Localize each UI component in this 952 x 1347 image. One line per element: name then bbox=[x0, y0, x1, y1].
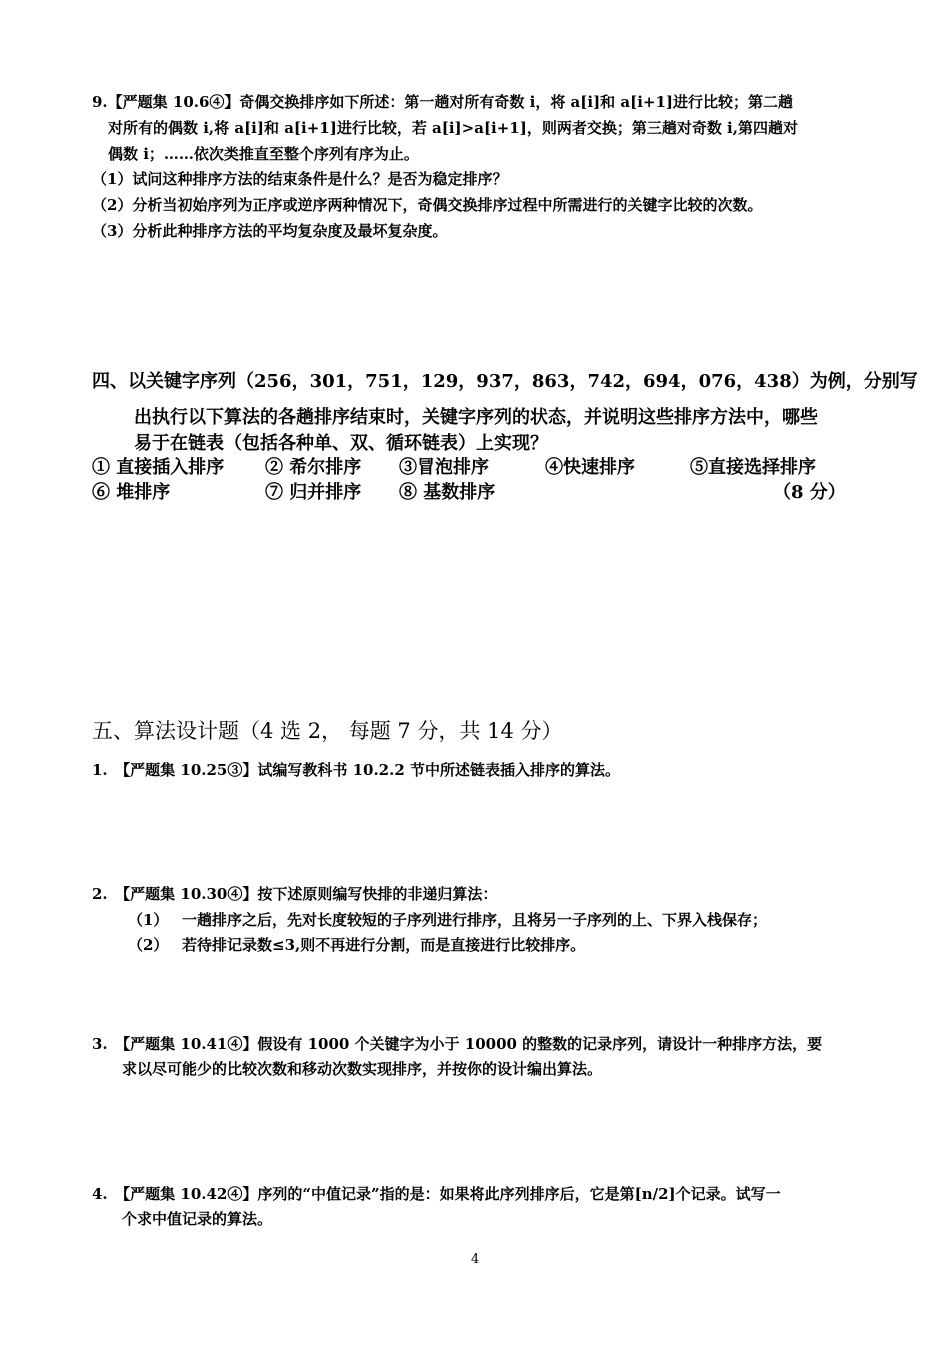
method-2: ② 希尔排序 bbox=[265, 457, 362, 478]
method-4: ④快速排序 bbox=[545, 457, 635, 478]
algo-q3-line-1: 3. 【严题集 10.41④】假设有 1000 个关键字为小于 10000 的整数的记录序列，请设计一种排序方法，要 bbox=[92, 1035, 823, 1053]
method-7: ⑦ 归并排序 bbox=[265, 482, 362, 503]
q9-line-2: 对所有的偶数 i,将 a[i]和 a[i+1]进行比较，若 a[i]>a[i+1]，则两者交换；第三趟对奇数 i,第四趟对 bbox=[108, 119, 798, 137]
section-4-heading: 四、以关键字序列（256，301，751，129，937，863，742，694，076，438）为例，分别写 bbox=[92, 371, 918, 392]
algo-q3-line-2: 求以尽可能少的比较次数和移动次数实现排序，并按你的设计编出算法。 bbox=[122, 1060, 603, 1078]
q9-line-3: 偶数 i；……依次类推直至整个序列有序为止。 bbox=[108, 145, 419, 163]
q9-line-1: 9.【严题集 10.6④】奇偶交换排序如下所述：第一趟对所有奇数 i，将 a[i]和 a[i+1]进行比较；第二趟 bbox=[92, 93, 794, 111]
algo-q4-line-1: 4. 【严题集 10.42④】序列的“中值记录”指的是：如果将此序列排序后，它是第[n/2]个记录。试写一 bbox=[92, 1185, 781, 1203]
algo-q2-rule-1: 一趟排序之后，先对长度较短的子序列进行排序，且将另一子序列的上、下界入栈保存； bbox=[182, 911, 768, 929]
algo-q4-line-2: 个求中值记录的算法。 bbox=[122, 1210, 273, 1228]
algo-q2-rule-1-number: （1） bbox=[128, 911, 169, 929]
method-6: ⑥ 堆排序 bbox=[92, 482, 171, 503]
algo-q2-rule-2: 若待排记录数≤3,则不再进行分割，而是直接进行比较排序。 bbox=[182, 936, 586, 954]
q9-subquestion-3: （3）分析此种排序方法的平均复杂度及最坏复杂度。 bbox=[92, 222, 448, 240]
method-1: ① 直接插入排序 bbox=[92, 457, 225, 478]
q9-subquestion-2: （2）分析当初始序列为正序或逆序两种情况下，奇偶交换排序过程中所需进行的关键字比较的次数。 bbox=[92, 196, 763, 214]
algo-q2-title: 2. 【严题集 10.30④】按下述原则编写快排的非递归算法： bbox=[92, 885, 498, 903]
method-3: ③冒泡排序 bbox=[399, 457, 489, 478]
method-8: ⑧ 基数排序 bbox=[399, 482, 496, 503]
algo-q2-rule-2-number: （2） bbox=[128, 936, 169, 954]
page-number: 4 bbox=[471, 1252, 480, 1267]
section-5-heading: 五、算法设计题（4 选 2， 每题 7 分，共 14 分） bbox=[92, 719, 563, 743]
score-label: （8 分） bbox=[773, 482, 846, 503]
section-4-line-2: 出执行以下算法的各趟排序结束时，关键字序列的状态，并说明这些排序方法中，哪些 bbox=[134, 407, 818, 428]
q9-subquestion-1: （1）试问这种排序方法的结束条件是什么？是否为稳定排序？ bbox=[92, 170, 508, 188]
section-4-line-3: 易于在链表（包括各种单、双、循环链表）上实现？ bbox=[134, 433, 548, 454]
method-5: ⑤直接选择排序 bbox=[690, 457, 816, 478]
algo-q1: 1. 【严题集 10.25③】试编写教科书 10.2.2 节中所述链表插入排序的算法。 bbox=[92, 761, 620, 779]
